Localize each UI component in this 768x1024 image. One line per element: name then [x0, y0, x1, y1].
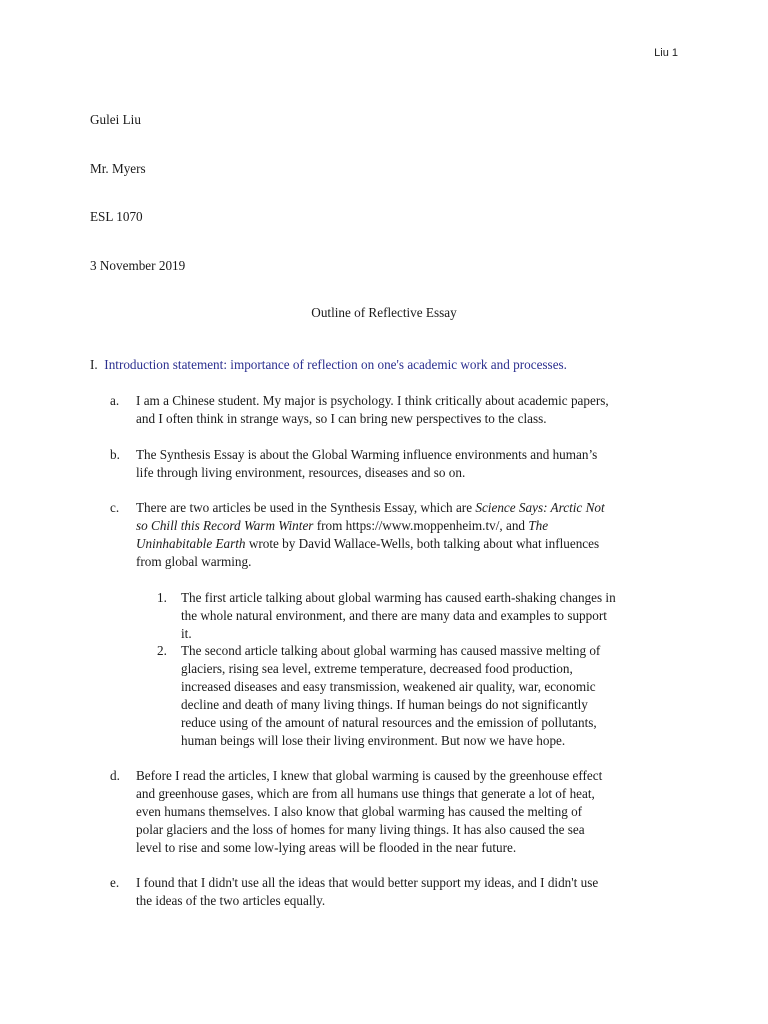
item-line: The Synthesis Essay is about the Global Warming influence environments and human’s — [136, 447, 598, 462]
outline-subitem-2 — [157, 642, 680, 750]
item-line: life through living environment, resources, diseases and so on. — [136, 465, 466, 480]
item-marker: e. — [110, 875, 120, 890]
item-line: Before I read the articles, I knew that global warming is caused by the greenhouse effect — [136, 768, 603, 783]
item-line: and greenhouse gases, which are from all humans use things that generate a lot of heat, — [136, 786, 595, 801]
subitem-marker: 1. — [157, 590, 167, 605]
subitem-line: it. — [181, 626, 192, 641]
item-line — [136, 517, 680, 535]
subitem-line: The first article talking about global warming has caused earth-shaking changes in — [181, 590, 616, 605]
page-header-label: Liu 1 — [654, 47, 678, 59]
item-line — [136, 499, 680, 517]
item-line: level to rise and some low-lying areas will be flooded in the near future. — [136, 840, 517, 855]
item-line: I found that I didn't use all the ideas that would better support my ideas, and I didn't use — [136, 875, 599, 890]
essay-date: 3 November 2019 — [90, 258, 186, 273]
item-text: from https://www.moppenheim.tv/, and — [313, 518, 529, 533]
section-marker: I. — [90, 357, 98, 372]
item-line: I am a Chinese student. My major is psychology. I think critically about academic papers, — [136, 393, 609, 408]
outline-item-d — [110, 767, 680, 857]
subitem-line: reduce using of the amount of natural resources and the emission of pollutants, — [181, 715, 597, 730]
outline-item-e — [110, 874, 680, 910]
outline-item-c — [110, 499, 680, 571]
outline-item-a — [110, 392, 680, 428]
essay-title: Outline of Reflective Essay — [311, 305, 457, 320]
item-line: the ideas of the two articles equally. — [136, 893, 326, 908]
item-marker: b. — [110, 447, 120, 462]
item-line: from global warming. — [136, 554, 252, 569]
subitem-line: glaciers, rising sea level, extreme temperature, decreased food production, — [181, 661, 573, 676]
article-title-2-cont: Uninhabitable Earth — [136, 536, 246, 551]
item-line: and I often think in strange ways, so I can bring new perspectives to the class. — [136, 411, 547, 426]
article-title-1: Science Says: Arctic Not — [475, 500, 605, 515]
subitem-marker: 2. — [157, 643, 167, 658]
subitem-line: The second article talking about global warming has caused massive melting of — [181, 643, 601, 658]
outline-item-b — [110, 446, 680, 482]
outline-subitem-1 — [157, 589, 680, 643]
instructor-name: Mr. Myers — [90, 161, 146, 176]
item-text: wrote by David Wallace-Wells, both talking about what influences — [245, 536, 600, 551]
course-code: ESL 1070 — [90, 209, 143, 224]
subitem-line: increased diseases and easy transmission, weakened air quality, war, economic — [181, 679, 596, 694]
item-marker: a. — [110, 393, 120, 408]
item-marker: c. — [110, 500, 120, 515]
subitem-line: human beings will lose their living environment. But now we have hope. — [181, 733, 566, 748]
article-title-1-cont: so Chill this Record Warm Winter — [136, 518, 314, 533]
subitem-line: the whole natural environment, and there are many data and examples to support — [181, 608, 607, 623]
item-line: polar glaciers and the loss of homes for many living things. It has also caused the sea — [136, 822, 585, 837]
item-line — [136, 535, 680, 553]
author-name: Gulei Liu — [90, 112, 141, 127]
article-title-2: The — [528, 518, 549, 533]
subitem-line: decline and death of many living things. If human beings do not significantly — [181, 697, 588, 712]
item-marker: d. — [110, 768, 120, 783]
item-line: even humans themselves. I also know that global warming has caused the melting of — [136, 804, 583, 819]
section-heading — [90, 357, 567, 373]
item-text: There are two articles be used in the Synthesis Essay, which are — [136, 500, 476, 515]
section-text: Introduction statement: importance of reflection on one's academic work and processes. — [104, 357, 567, 372]
